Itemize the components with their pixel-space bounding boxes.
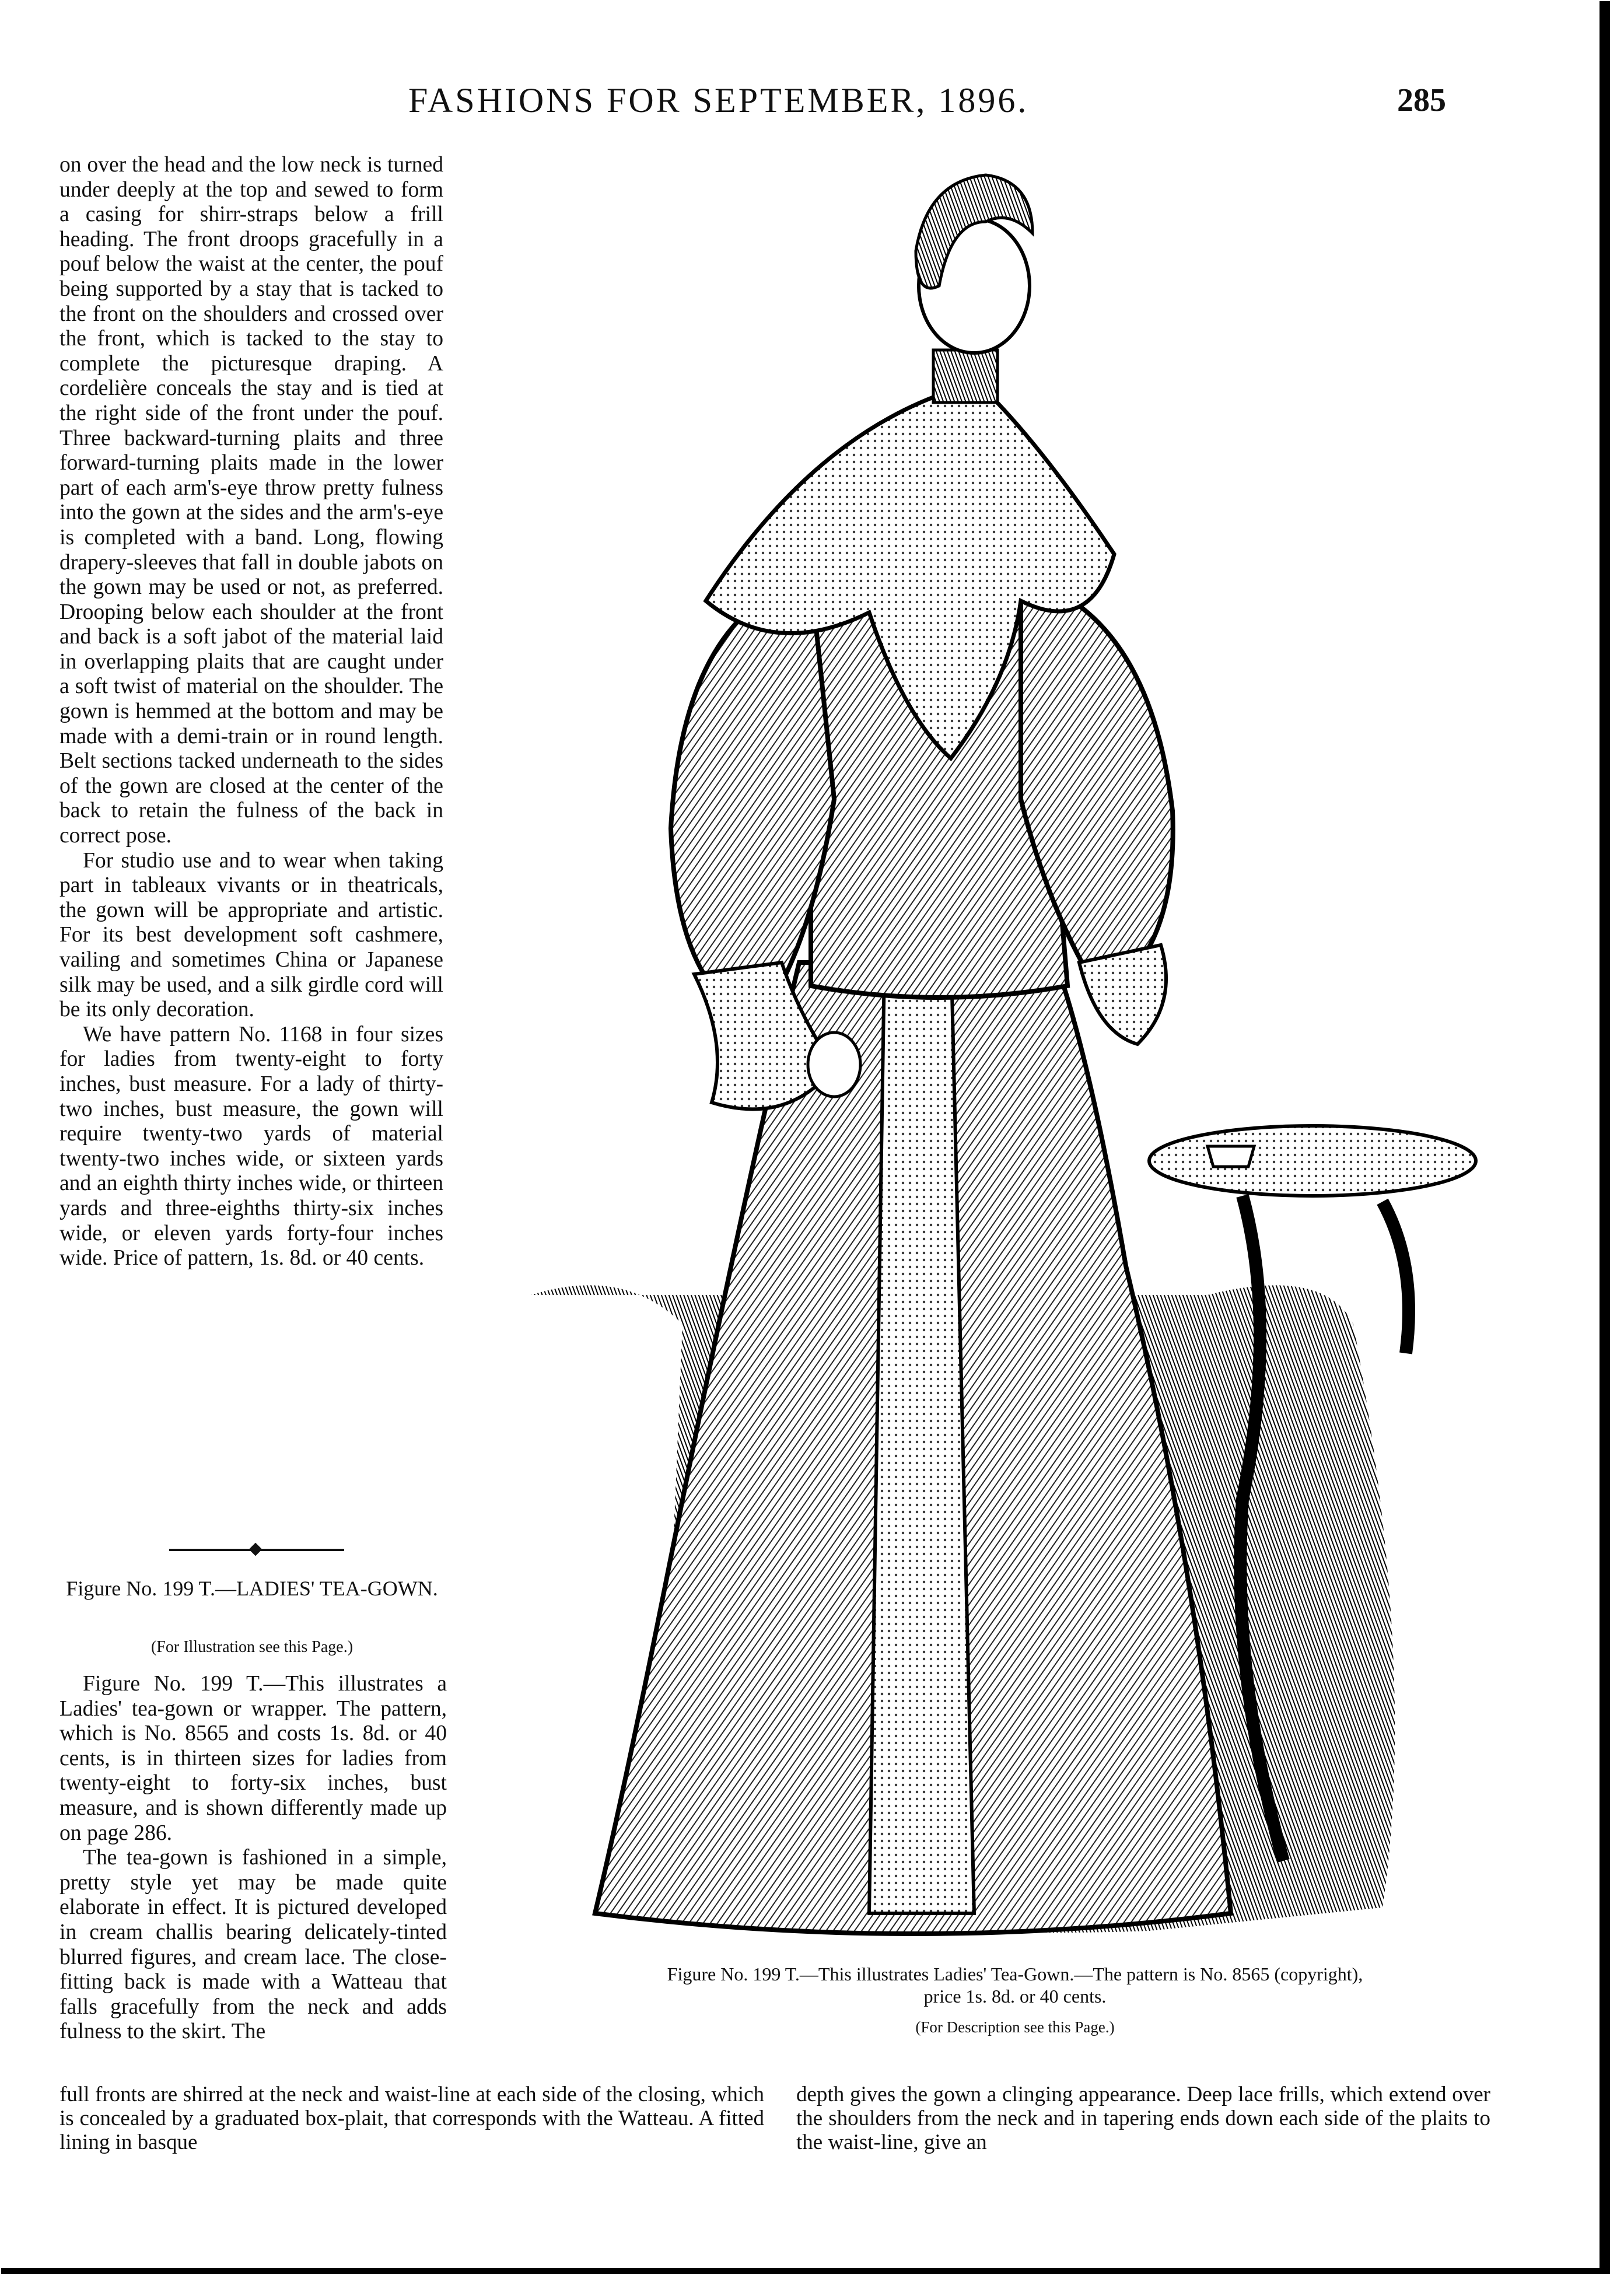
left-para-3: We have pattern No. 1168 in four sizes for ladies from twenty-eight to forty inches, bust measure. For a lady of thirty-two inches, bust measure, the gown will require twenty-two yards of material twenty-two inches wide, or sixteen yards and an eighth thirty inches wide, or thirteen yards and three-eighths thirty-six inches wide, or eleven yards forty-four inches wide. Price of pattern, 1s. 8d. or 40 cents. [60, 1022, 443, 1270]
figure-description [60, 1672, 447, 2045]
teacup [1208, 1146, 1254, 1167]
hand [808, 1032, 860, 1097]
figure-para-2: The tea-gown is fashioned in a simple, pretty style yet may be made quite elaborate in effect. It is pictured developed in cream challis bearing delicately-tinted blurred figures, and cream lace. The close-fitting back is made with a Watteau that falls gracefully from the neck and adds fulness to the skirt. The [60, 1846, 447, 2044]
figure-reference: (For Illustration see this Page.) [150, 1638, 354, 1656]
bottom-left-text: full fronts are shirred at the neck and waist-line at each side of the closing, which is concealed by a graduated box-plait, that corresponds with the Watteau. A fitted lining in basque [60, 2082, 764, 2154]
caption-line-2: price 1s. 8d. or 40 cents. [923, 1986, 1107, 2007]
left-para-1: on over the head and the low neck is turned under deeply at the top and sewed to form a casing for shirr-straps below a frill heading. The front droops gracefully in a pouf below the waist at the center, the pouf being supported by a stay that is tacked to the front on the shoulders and crossed over the front, which is tacked to the stay to complete the picturesque draping. A cordelière conceals the stay and is tied at the right side of the front under the pouf. Three backward-turning plaits and three forward-turning plaits made in the lower part of each arm's-eye throw pretty fulness into the gown at the sides and the arm's-eye is completed with a band. Long, flowing drapery-sleeves that fall in double jabots on the gown may be used or not, as preferred. Drooping below each shoulder at the front and back is a soft jabot of the material laid in overlapping plaits that are caught under a soft twist of material on the shoulder. The gown is hemmed at the bottom and may be made with a demi-train or in round length. Belt sections tacked underneath to the sides of the gown are closed at the center of the back to retain the fulness of the back in correct pose. [60, 153, 443, 848]
tea-gown-illustration [508, 158, 1522, 1948]
figure-heading: Figure No. 199 T.—LADIES' TEA-GOWN. [66, 1577, 438, 1600]
side-table-top [1149, 1126, 1476, 1196]
left-para-2: For studio use and to wear when taking part in tableaux vivants or in theatricals, the gown will be appropriate and artistic. For its best development soft cashmere, vailing and sometimes China or Japanese silk may be used, and a silk girdle cord will be its only decoration. [60, 848, 443, 1022]
high-collar [933, 350, 998, 402]
running-title: FASHIONS FOR SEPTEMBER, 1896. [408, 81, 1029, 120]
right-lace-cuff [1079, 945, 1166, 1044]
caption-line-1: Figure No. 199 T.—This illustrates Ladies' Tea-Gown.—The pattern is No. 8565 (copyright), [667, 1964, 1363, 1985]
caption-reference: (For Description see this Page.) [915, 2018, 1115, 2036]
figure-caption [508, 1963, 1522, 2007]
figure-para-1: Figure No. 199 T.—This illustrates a Ladies' tea-gown or wrapper. The pattern, which is No. 8565 and costs 1s. 8d. or 40 cents, is in thirteen sizes for ladies from twenty-eight to forty-six inches, bust measure, and is shown differently made up on page 286. [60, 1672, 447, 1845]
left-column-text [60, 153, 443, 1271]
page-number: 285 [1397, 82, 1446, 118]
running-head [0, 76, 1624, 128]
bottom-right-text: depth gives the gown a clinging appearance. Deep lace frills, which extend over the shoulders from the neck and in tapering ends down each side of the plaits to the waist-line, give an [796, 2082, 1490, 2154]
